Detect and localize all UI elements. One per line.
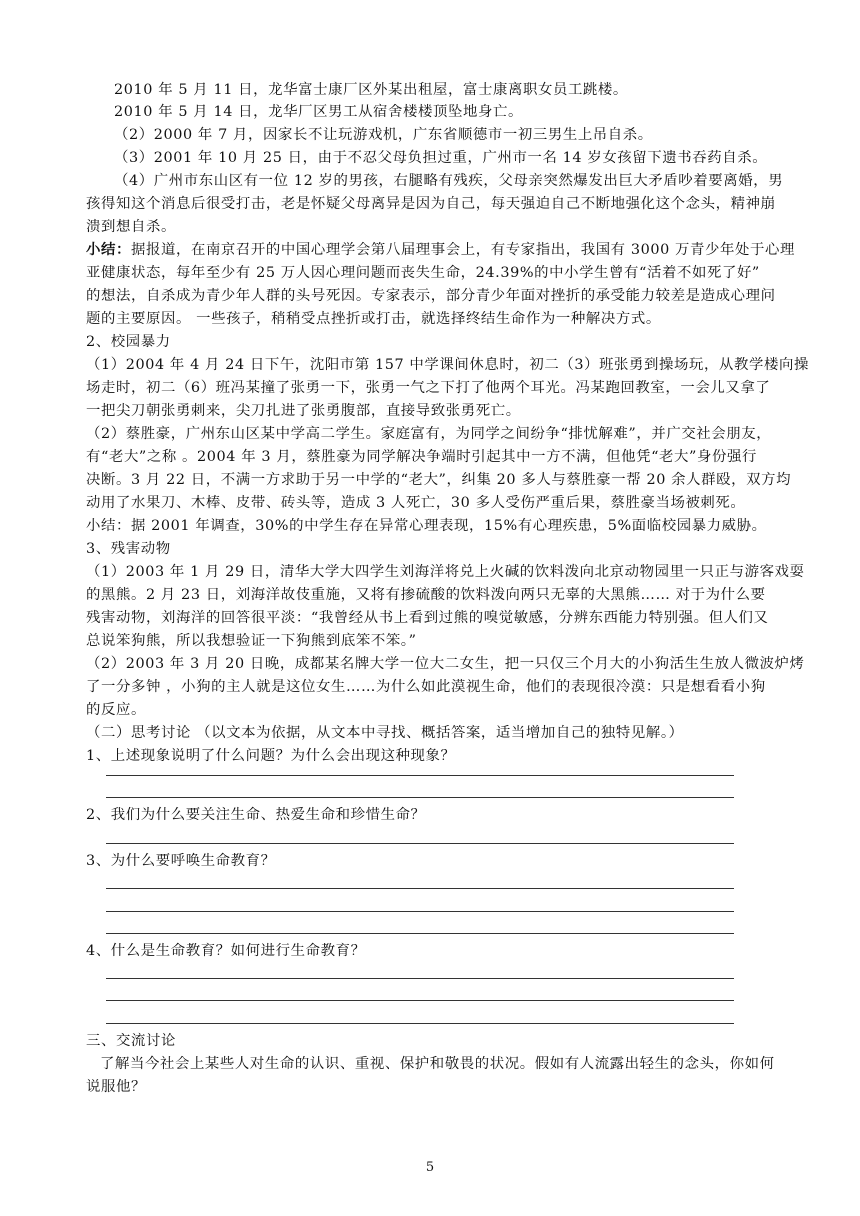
- page-number: 5: [425, 1160, 435, 1175]
- text-line: 的黑熊。2 月 23 日，刘海洋故伎重施，又将有掺硫酸的饮料泼向两只无辜的大黑熊…… 对于为什么要: [86, 587, 766, 603]
- text-line: 的反应。: [86, 702, 146, 718]
- answer-line: [106, 888, 734, 889]
- answer-line: [106, 933, 734, 934]
- text-line: 动用了水果刀、木棒、皮带、砖头等，造成 3 人死亡，30 多人受伤严重后果，蔡胜豪当场被刺死。: [86, 495, 746, 511]
- text-line: （2）2000 年 7 月，因家长不让玩游戏机，广东省顺德市一初三男生上吊自杀。: [114, 127, 653, 143]
- answer-line: [106, 978, 734, 979]
- answer-line: [106, 775, 734, 776]
- text-line: 一把尖刀朝张勇刺来，尖刀扎进了张勇腹部，直接导致张勇死亡。: [86, 403, 521, 419]
- text-line: 了解当今社会上某些人对生命的认识、重视、保护和敬畏的状况。假如有人流露出轻生的念头，你如何: [100, 1056, 775, 1072]
- text-line: （1）2004 年 4 月 24 日下午，沈阳市第 157 中学课间休息时，初二（3）班张勇到操场玩，从教学楼向操: [86, 357, 809, 373]
- text-line: （2）蔡胜豪，广州东山区某中学高二学生。家庭富有，为同学之间纷争“排忧解难”，并广交社会朋友，: [86, 426, 772, 442]
- text-line: 了一分多钟 ，小狗的主人就是这位女生……为什么如此漠视生命，他们的表现很冷漠：只是想看看小狗: [86, 679, 766, 695]
- summary-paragraph: [86, 239, 795, 261]
- text-line: 2010 年 5 月 14 日，龙华厂区男工从宿舍楼楼顶坠地身亡。: [114, 104, 523, 120]
- text-line: （2）2003 年 3 月 20 日晚，成都某名牌大学一位大二女生，把一只仅三个月大的小狗活生生放人微波炉烤: [86, 656, 805, 672]
- answer-line: [106, 797, 734, 798]
- text-line: 亚健康状态，每年至少有 25 万人因心理问题而丧失生命，24.39%的中小学生曾有“活着不如死了好”: [86, 265, 760, 281]
- section-heading: 3、残害动物: [86, 541, 171, 557]
- text-line: （4）广州市东山区有一位 12 岁的男孩，右腿略有残疾，父母亲突然爆发出巨大矛盾吵着要离婚，男: [114, 173, 784, 189]
- text-line: 溃到想自杀。: [86, 219, 176, 235]
- section-heading: （二）思考讨论 （以文本为依据，从文本中寻找、概括答案，适当增加自己的独特见解。）: [86, 725, 684, 741]
- text-line: 2010 年 5 月 11 日，龙华富士康厂区外某出租屋，富士康离职女员工跳楼。: [114, 82, 628, 98]
- question-1: 1、上述现象说明了什么问题？为什么会出现这种现象？: [86, 748, 456, 764]
- text-line: （1）2003 年 1 月 29 日，清华大学大四学生刘海洋将兑上火碱的饮料泼向北京动物园里一只正与游客戏耍: [86, 564, 805, 580]
- summary-label: 小结：: [86, 241, 131, 258]
- text-line: 决断。3 月 22 日，不满一方求助于另一中学的“老大”，纠集 20 多人与蔡胜豪一帮 20 余人群殴，双方均: [86, 472, 792, 488]
- text-line: 小结：据 2001 年调查，30%的中学生存在异常心理表现，15%有心理疾患，5%面临校园暴力威胁。: [86, 518, 767, 534]
- answer-line: [106, 911, 734, 912]
- text-line: 残害动物，刘海洋的回答很平淡：“我曾经从书上看到过熊的嗅觉敏感，分辨东西能力特别强。但人们又: [86, 610, 769, 626]
- text-line: （3）2001 年 10 月 25 日，由于不忍父母负担过重，广州市一名 14 岁女孩留下遗书吞药自杀。: [114, 150, 768, 166]
- text-line: 的想法，自杀成为青少年人群的头号死因。专家表示，部分青少年面对挫折的承受能力较差是造成心理问: [86, 288, 776, 304]
- question-2: 2、我们为什么要关注生命、热爱生命和珍惜生命？: [86, 807, 426, 823]
- question-3: 3、为什么要呼唤生命教育？: [86, 853, 276, 869]
- answer-line: [106, 1023, 734, 1024]
- text-line: 总说笨狗熊，所以我想验证一下狗熊到底笨不笨。”: [86, 633, 417, 649]
- question-4: 4、什么是生命教育？如何进行生命教育？: [86, 943, 366, 959]
- text-line: 有“老大”之称 。2004 年 3 月，蔡胜豪为同学解决争端时引起其中一方不满，但他凭“老大”身份强行: [86, 449, 757, 465]
- answer-line: [106, 843, 734, 844]
- answer-line: [106, 1000, 734, 1001]
- text-line: 孩得知这个消息后很受打击，老是怀疑父母离异是因为自己，每天强迫自己不断地强化这个念头，精神崩: [86, 196, 776, 212]
- text-line: 说服他？: [86, 1079, 146, 1095]
- text-line: 题的主要原因。 一些孩子，稍稍受点挫折或打击，就选择终结生命作为一种解决方式。: [86, 311, 661, 327]
- section-heading: 三、交流讨论: [86, 1033, 176, 1049]
- section-heading: 2、校园暴力: [86, 334, 171, 350]
- text-line: 据报道，在南京召开的中国心理学会第八届理事会上，有专家指出，我国有 3000 万青少年处于心理: [130, 242, 795, 258]
- text-line: 场走时，初二（6）班冯某撞了张勇一下，张勇一气之下打了他两个耳光。冯某跑回教室，一会儿又拿了: [86, 380, 771, 396]
